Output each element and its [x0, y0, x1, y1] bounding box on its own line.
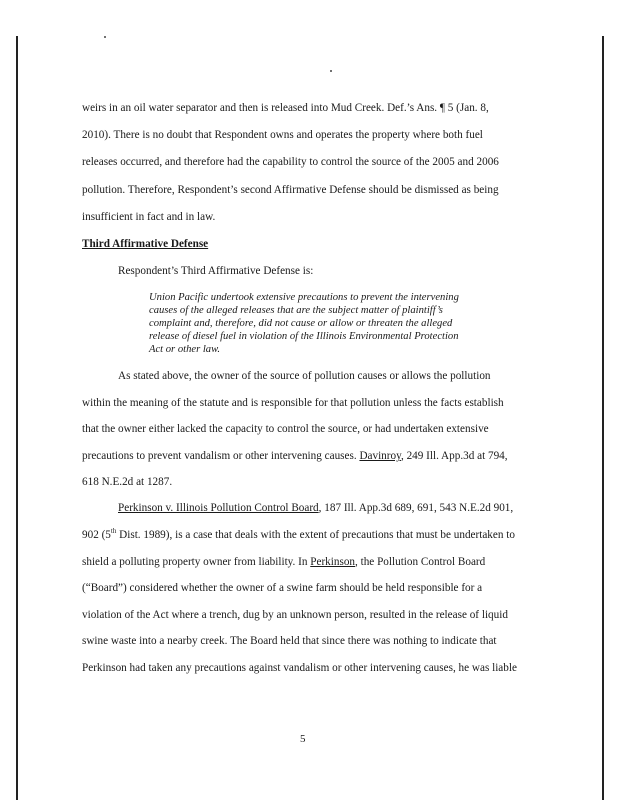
block-quote-line: causes of the alleged releases that are the subject matter of plaintiff’s	[149, 305, 443, 316]
paragraph-2-line: that the owner either lacked the capacity to control the source, or had undertaken extensive	[82, 423, 489, 435]
paragraph-3-line	[82, 528, 515, 542]
paragraph-1-line: insufficient in fact and in law.	[82, 211, 216, 223]
scan-speck	[104, 36, 106, 38]
paragraph-3-line: swine waste into a nearby creek. The Board held that since there was nothing to indicate that	[82, 635, 497, 647]
paragraph-3-line: Perkinson had taken any precautions against vandalism or other intervening causes, he was liable	[82, 662, 517, 674]
scan-border-left	[16, 36, 18, 800]
text-run: , the Pollution Control Board	[355, 556, 486, 568]
text-run: Dist. 1989), is a case that deals with the extent of precautions that must be undertaken to	[116, 529, 515, 541]
paragraph-1-line: pollution. Therefore, Respondent’s second Affirmative Defense should be dismissed as being	[82, 184, 499, 196]
section-heading: Third Affirmative Defense	[82, 238, 209, 250]
text-run: shield a polluting property owner from liability. In	[82, 556, 311, 568]
block-quote-line: complaint and, therefore, did not cause or allow or threaten the alleged	[149, 318, 453, 329]
text-run: 902 (5	[82, 529, 111, 541]
paragraph-3-line	[118, 501, 513, 515]
paragraph-1-line: weirs in an oil water separator and then is released into Mud Creek. Def.’s Ans. ¶ 5 (Jan. 8,	[82, 102, 489, 114]
paragraph-2-line: As stated above, the owner of the source of pollution causes or allows the pollution	[118, 370, 491, 382]
scan-border-right	[602, 36, 604, 800]
case-citation: Davinroy	[359, 450, 401, 462]
paragraph-2-line: within the meaning of the statute and is responsible for that pollution unless the facts establish	[82, 397, 504, 409]
text-run: , 249 Ill. App.3d at 794,	[400, 450, 508, 462]
text-run: , 187 Ill. App.3d 689, 691, 543 N.E.2d 901,	[318, 502, 514, 514]
block-quote-line: release of diesel fuel in violation of the Illinois Environmental Protection	[149, 331, 459, 342]
paragraph-2-line	[82, 449, 508, 463]
block-quote-line: Act or other law.	[149, 344, 221, 355]
paragraph-1-line: releases occurred, and therefore had the capability to control the source of the 2005 and 2006	[82, 156, 499, 168]
text-run: precautions to prevent vandalism or other intervening causes.	[82, 450, 360, 462]
scan-speck	[330, 70, 332, 72]
paragraph-3-line: violation of the Act where a trench, dug by an unknown person, resulted in the release of liquid	[82, 609, 508, 621]
paragraph-2-line: 618 N.E.2d at 1287.	[82, 476, 173, 488]
block-quote-line: Union Pacific undertook extensive precautions to prevent the intervening	[149, 292, 459, 303]
intro-text: Respondent’s Third Affirmative Defense is:	[118, 265, 314, 277]
paragraph-3-line: (“Board”) considered whether the owner of a swine farm should be held responsible for a	[82, 582, 483, 594]
case-citation: Perkinson	[310, 556, 356, 568]
paragraph-3-line	[82, 555, 485, 569]
paragraph-1-line: 2010). There is no doubt that Respondent owns and operates the property where both fuel	[82, 129, 483, 141]
page-number: 5	[300, 733, 306, 745]
superscript: th	[110, 527, 117, 535]
case-citation: Perkinson v. Illinois Pollution Control Board	[118, 502, 319, 514]
